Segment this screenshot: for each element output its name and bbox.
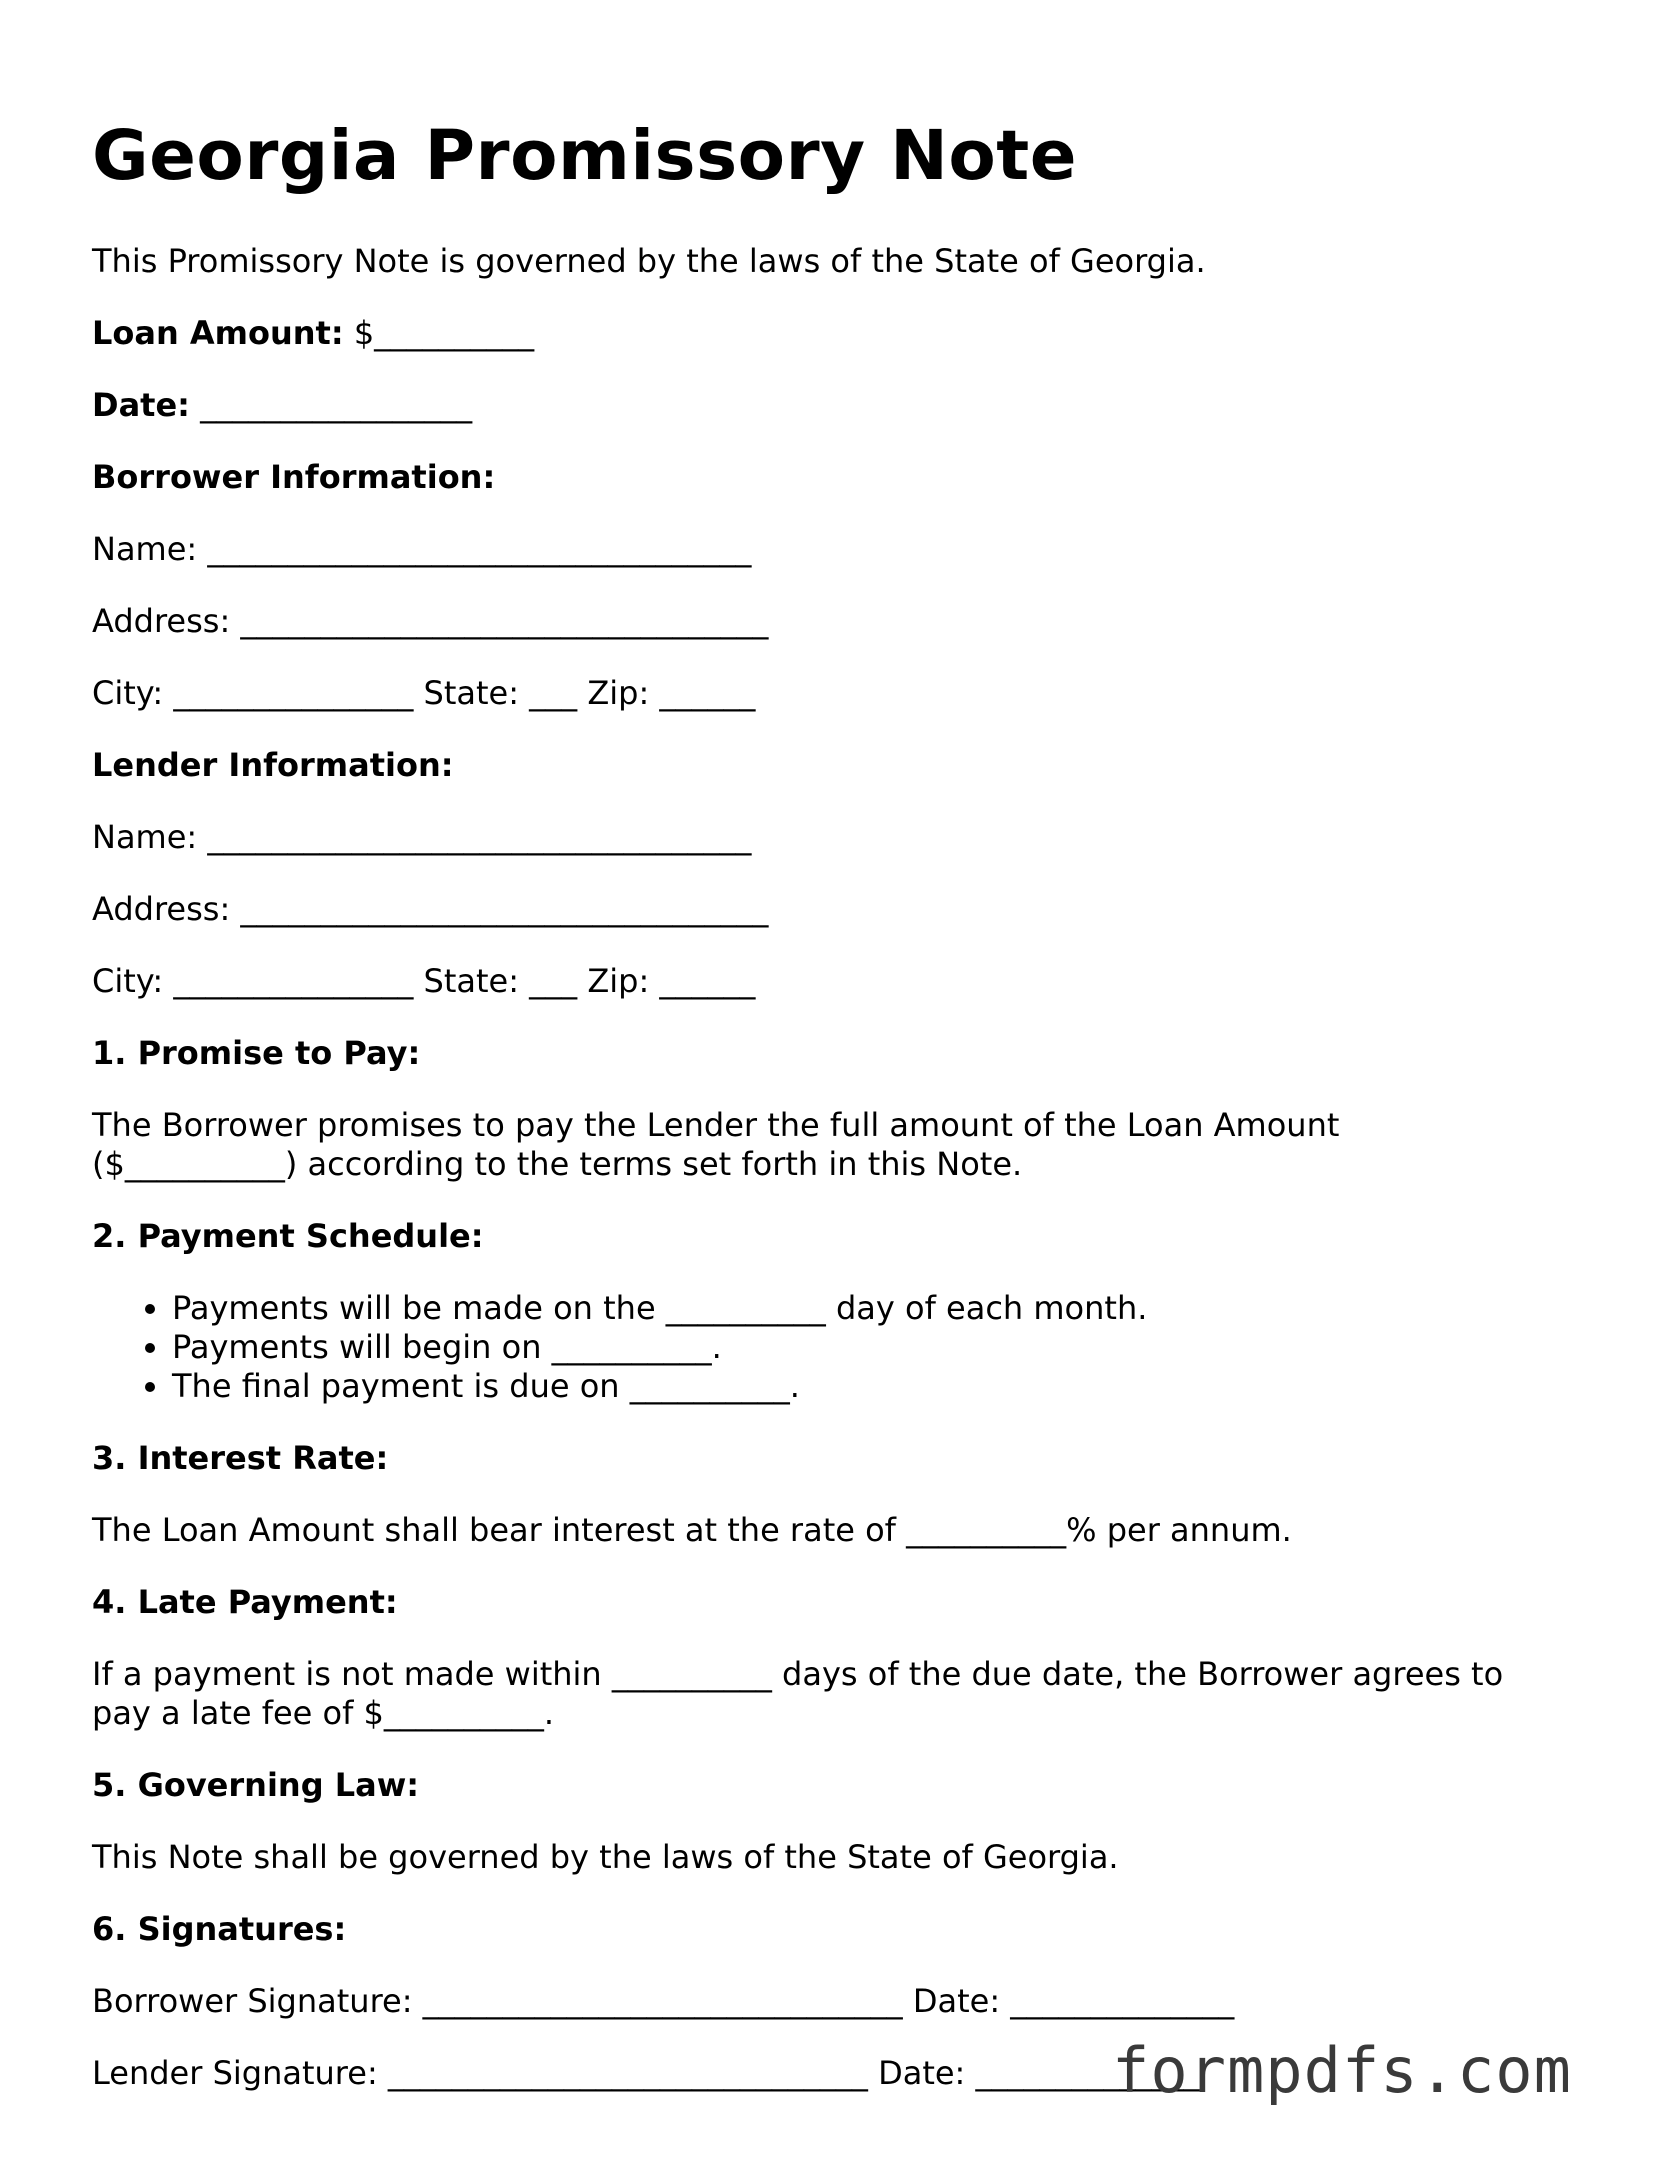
lender-name-field[interactable]: Name: __________________________________ [92, 818, 752, 856]
watermark-logo: formpdfs.com [1112, 2034, 1572, 2107]
borrower-address-field[interactable]: Address: _________________________________ [92, 602, 769, 640]
borrower-city-state-zip-field[interactable]: City: _______________ State: ___ Zip: ______ [92, 674, 756, 712]
loan-amount-line [92, 314, 1592, 353]
lender-heading: Lender Information: [92, 746, 454, 784]
borrower-signature-line[interactable]: Borrower Signature: ______________________________ Date: ______________ [92, 1982, 1235, 2020]
promise-heading: 1. Promise to Pay: [92, 1034, 421, 1072]
late-payment-heading: 4. Late Payment: [92, 1583, 398, 1621]
date-line [92, 386, 1592, 425]
lender-city-state-zip-field[interactable]: City: _______________ State: ___ Zip: ______ [92, 962, 756, 1000]
schedule-list [92, 1289, 1592, 1406]
loan-amount-label: Loan Amount: [92, 314, 344, 352]
borrower-heading: Borrower Information: [92, 458, 496, 496]
governing-law-heading: 5. Governing Law: [92, 1766, 420, 1804]
schedule-heading: 2. Payment Schedule: [92, 1217, 484, 1255]
interest-heading: 3. Interest Rate: [92, 1439, 389, 1477]
schedule-item: • Payments will be made on the __________ day of each month. [172, 1289, 1592, 1328]
lender-address-field[interactable]: Address: _________________________________ [92, 890, 769, 928]
late-payment-text: If a payment is not made within __________ days of the due date, the Borrower agrees to pay a late fee of $__________. [92, 1655, 1504, 1732]
signatures-heading: 6. Signatures: [92, 1910, 347, 1948]
schedule-item: • The final payment is due on __________. [172, 1367, 1592, 1406]
date-label: Date: [92, 386, 190, 424]
lender-signature-line[interactable]: Lender Signature: ______________________________ Date: ______________ [92, 2054, 1200, 2092]
interest-text: The Loan Amount shall bear interest at the rate of __________% per annum. [92, 1511, 1292, 1549]
loan-amount-blank[interactable]: $__________ [343, 314, 535, 352]
date-blank[interactable]: _________________ [189, 386, 473, 424]
governing-law-text: This Note shall be governed by the laws of the State of Georgia. [92, 1838, 1119, 1876]
borrower-name-field[interactable]: Name: __________________________________ [92, 530, 752, 568]
document-page [92, 116, 1592, 2093]
intro-text: This Promissory Note is governed by the laws of the State of Georgia. [92, 242, 1206, 280]
promise-text: The Borrower promises to pay the Lender the full amount of the Loan Amount ($__________) according to the terms set forth in this Note. [92, 1106, 1340, 1183]
schedule-item: • Payments will begin on __________. [172, 1328, 1592, 1367]
document-title: Georgia Promissory Note [92, 116, 1078, 196]
